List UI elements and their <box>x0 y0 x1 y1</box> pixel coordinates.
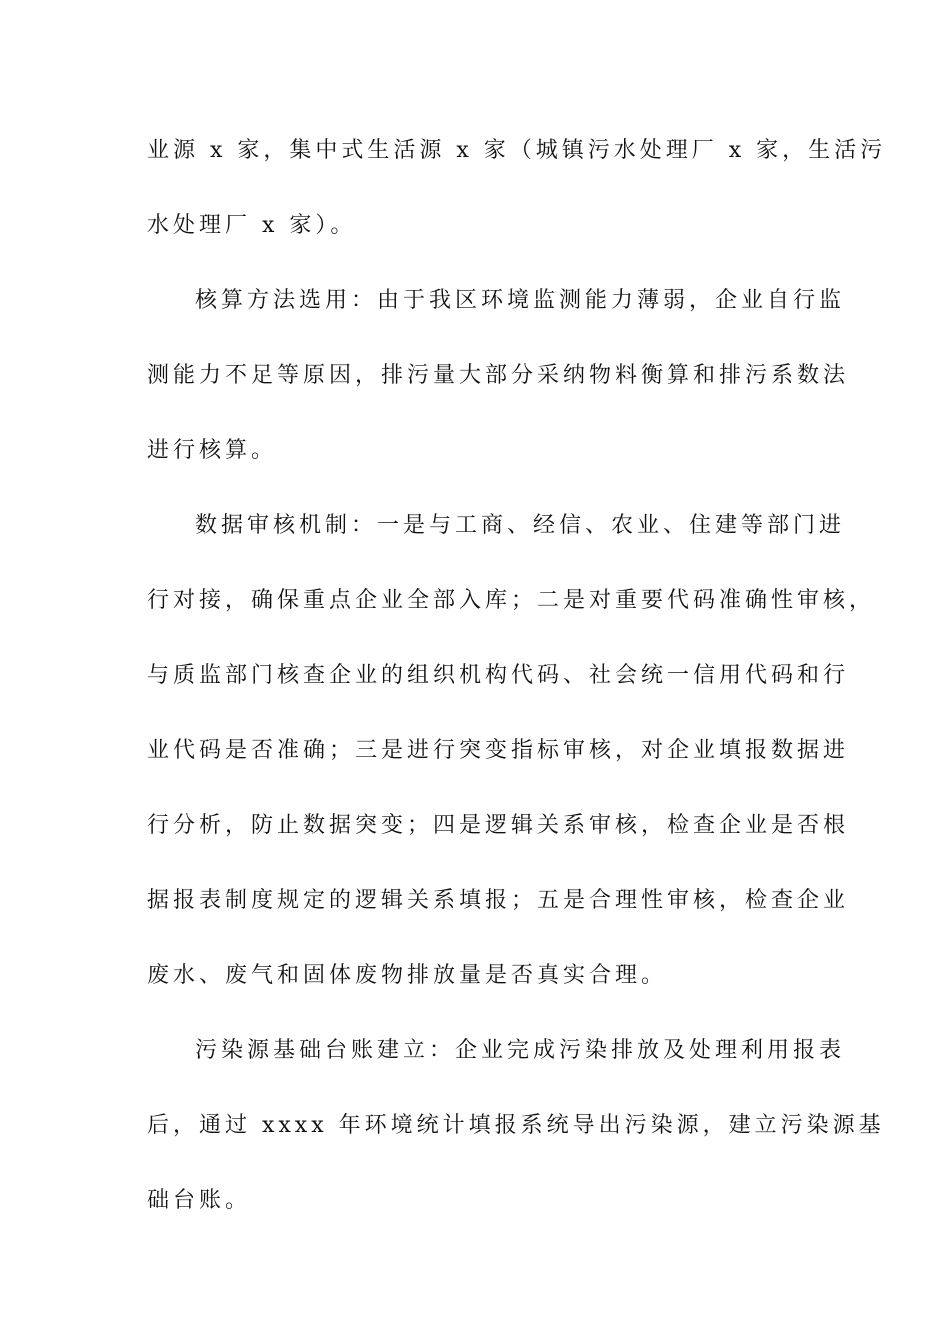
text-line: 础台账。 <box>147 1188 252 1213</box>
text-line: 行分析，防止数据突变；四是逻辑关系审核，检查企业是否根 <box>147 813 850 838</box>
text-line: 废水、废气和固体废物排放量是否真实合理。 <box>147 963 668 988</box>
paragraph-heading-line: 核算方法选用：由于我区环境监测能力薄弱，企业自行监 <box>195 288 846 313</box>
text-line: 业代码是否准确；三是进行突变指标审核，对企业填报数据进 <box>147 738 850 763</box>
text-line: 据报表制度规定的逻辑关系填报；五是合理性审核，检查企业 <box>147 888 850 913</box>
text-line: 进行核算。 <box>147 438 278 463</box>
paragraph-heading-line: 数据审核机制：一是与工商、经信、农业、住建等部门进 <box>195 513 846 538</box>
text-line: 业源 x 家，集中式生活源 x 家（城镇污水处理厂 x 家，生活污 <box>147 138 887 163</box>
text-line: 与质监部门核查企业的组织机构代码、社会统一信用代码和行 <box>147 663 850 688</box>
text-line: 测能力不足等原因，排污量大部分采纳物料衡算和排污系数法 <box>147 363 850 388</box>
paragraph-heading-line: 污染源基础台账建立：企业完成污染排放及处理利用报表 <box>195 1038 846 1063</box>
text-line: 水处理厂 x 家）。 <box>147 213 357 238</box>
text-line: 后，通过 xxxx 年环境统计填报系统导出污染源，建立污染源基 <box>147 1113 885 1138</box>
text-line: 行对接，确保重点企业全部入库；二是对重要代码准确性审核， <box>147 588 876 613</box>
